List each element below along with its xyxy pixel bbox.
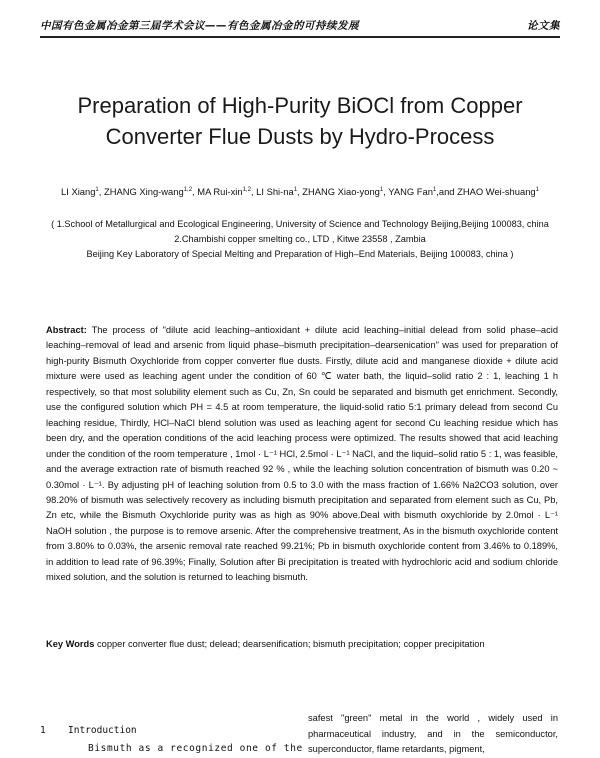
affiliation-2: 2.Chambishi copper smelting co., LTD , Kitwe 23558 , Zambia [174,234,426,244]
abstract-label: Abstract: [46,325,87,335]
title-line-1: Preparation of High-Purity BiOCl from Copper [77,93,523,118]
title-line-2: Converter Flue Dusts by Hydro-Process [105,124,495,149]
header-conference: 中国有色金属冶金第三届学术会议——有色金属冶金的可持续发展 [40,20,359,32]
header-section: 论文集 [527,20,560,32]
section-heading [40,722,292,740]
keywords [46,637,558,652]
keywords-label: Key Words [46,639,95,649]
section-title: Introduction [68,725,137,736]
author-affiliation-mark: 1 [535,187,539,193]
author-name: LI Xiang [61,186,96,198]
author-name: ZHANG Xiao-yong [302,186,380,198]
abstract-text: The process of "dilute acid leaching–antioxidant + dilute acid leaching–initial delead from solid phase–acid leaching–removal of lead and arsenic from liquid phase–bismuth precipitation–dearsenication" was used for preparation of high-purity Bismuth Oxychloride from copper converter flue dusts. Firstly, dilute acid and manganese dioxide + dilute acid mixture were used as leaching agent under the condition of 60 ℃ water bath, the liquid–solid ratio 2 : 1, leaching 1 h respectively, so that most solubility element such as Cu, Zn, Sn could be separated and bismuth get enrichment. Secondly, use the configured solution which PH = 4.5 at room temperature, the liquid-solid ratio 5:1 primary delead from second Cu leaching residue, Thirdly, HCl–NaCl blend solution was used as leaching agent for second Cu leaching residue which has been dry, and the operation conditions of the acid leaching process were optimized. The results showed that acid leaching under the condition of the room temperature , 1mol · L⁻¹ HCl, 2.5mol · L⁻¹ NaCl, and the liquid–solid ratio 5 : 1, was feasible, and the average extraction rate of bismuth reached 92 % , while the leaching solution concentration of bismuth was 0.20 ~ 0.30mol · L⁻¹. By adjusting pH of leaching solution from 0.5 to 3.0 with the mass fraction of 1.66% Na2CO3 solution, over 98.20% of bismuth was selectively recovery as including bismuth precipitation and separated from element such as Cu, Pb, Zn etc, while the Bismuth Oxychloride purity was as high as 90% above.Deal with bismuth oxychloride by 2.0mol · L⁻¹ NaOH solution , the purpose is to remove arsenic. After the comprehensive treatment, As in the bismuth oxychloride content from 3.80% to 0.03%, the arsenic removal rate reached 99.21%; Pb in bismuth oxychloride content from 3.46% to 0.189%, in addition to lead rate of 96.39%; Finally, Solution after Bi precipitation is treated with hydrochloric acid and sodium chloride mixed solution, and the solution is returned to leaching bismuth. [46,325,558,583]
author-name: LI Shi-na [256,186,294,198]
author-name: YANG Fan [388,186,433,198]
author-affiliation-mark: 1 [432,187,437,193]
author-name: ZHANG Xing-wang [103,186,184,198]
intro-paragraph: Bismuth as a recognized one of the [88,743,303,754]
author-name: MA Rui-xin [197,186,243,198]
right-column-text: safest "green" metal in the world , widely used in pharmaceutical industry, and in the semiconductor, superconductor, flame retardants, pigment, [308,713,558,754]
keywords-text: copper converter flue dust; delead; dearsenification; bismuth precipitation; copper precipitation [97,639,485,649]
author-name: ZHAO Wei-shuang [457,186,536,198]
affiliations [40,217,560,262]
running-header [40,18,560,38]
author-affiliation-mark: 1,2 [242,187,251,193]
right-column [308,711,558,758]
paper-title [40,90,560,152]
author-affiliation-mark: 1 [379,187,384,193]
author-affiliation-mark: 1 [95,187,99,193]
affiliation-3: Beijing Key Laboratory of Special Melting and Preparation of High–End Materials, Beijing 100083, china ) [86,249,514,259]
author-list: LI Xiang$^1$, ZHANG Xing-wang$^{1,2}$, MA Rui-xin$^{1,2}$, LI Shi-$na^1$, ZHANG Xiao-yong$^1$, YANG Fan$^1$,and ZHAO Wei-shuang$^1$ [61,186,539,198]
author-affiliation-mark: 1 [293,187,298,193]
abstract [46,323,558,586]
author-affiliation-mark: 1,2 [183,187,193,193]
affiliation-1: ( 1.School of Metallurgical and Ecological Engineering, University of Science and Technology Beijing,Beijing 100083, china [51,219,549,229]
left-column [40,722,303,758]
section-number: 1 [40,725,46,736]
